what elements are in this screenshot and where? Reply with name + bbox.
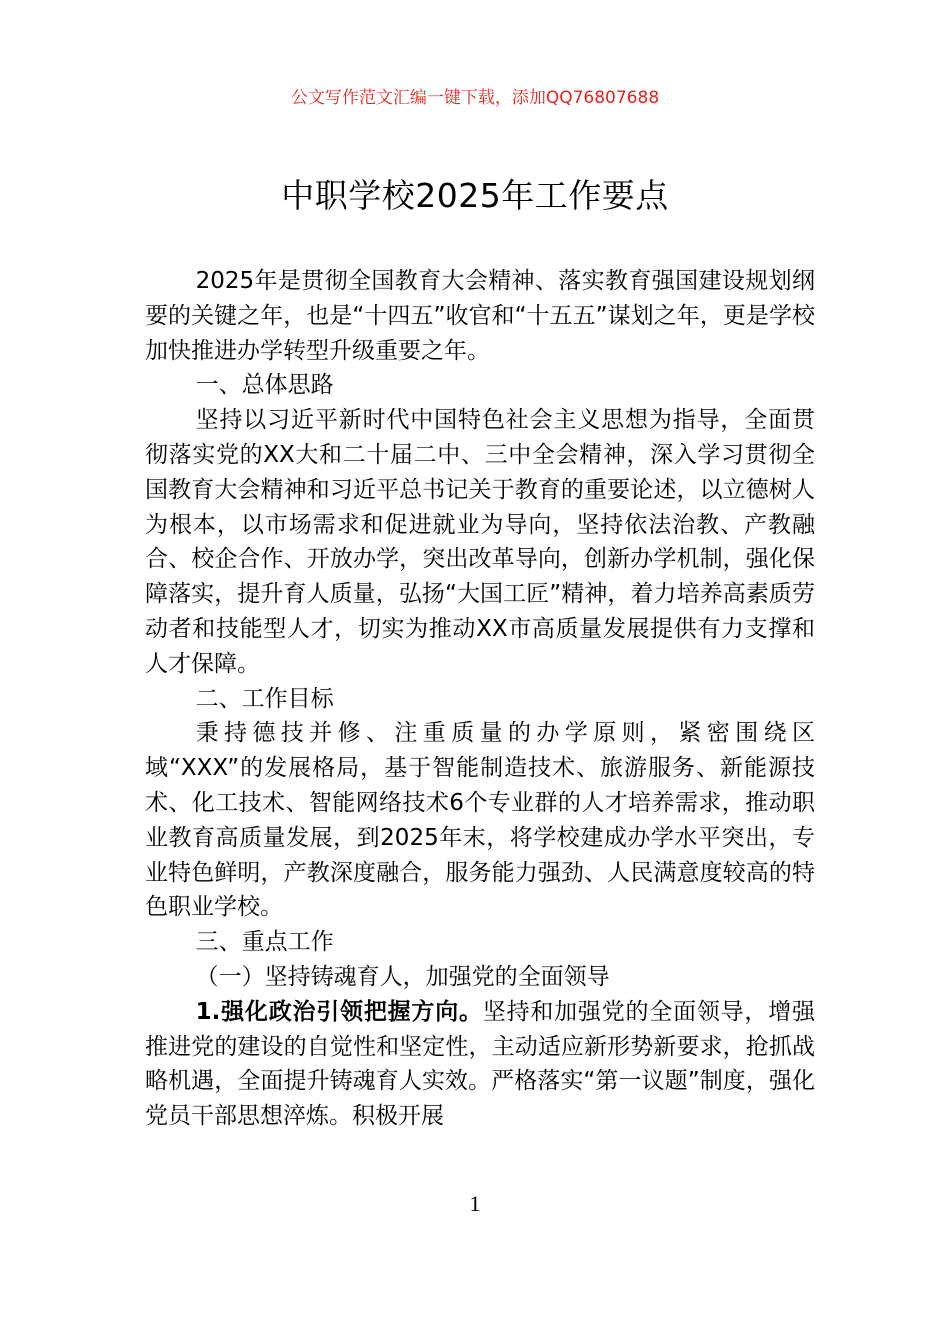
section-heading-key-work: 三、重点工作 xyxy=(195,929,334,956)
intro-paragraph: 2025年是贯彻全国教育大会精神、落实教育强国建设规划纲要的关键之年，也是“十四五”收官和“十五五”谋划之年，更是学校加快推进办学转型升级重要之年。 xyxy=(145,268,815,364)
subsection-heading-party-leadership: （一）坚持铸魂育人，加强党的全面领导 xyxy=(195,963,610,990)
page-number: 1 xyxy=(469,1191,481,1216)
work-goals-paragraph: 秉持德技并修、注重质量的办学原则，紧密围绕区域“XXX”的发展格局，基于智能制造技术、旅游服务、新能源技术、化工技术、智能网络技术6个专业群的人才培养需求，推动职业教育高质量发展，到2025年末，将学校建成办学水平突出，专业特色鲜明，产教深度融合，服务能力强劲、人民满意度较高的特色职业学校。 xyxy=(145,720,815,921)
section-heading-work-goals: 二、工作目标 xyxy=(195,685,334,712)
section-heading-overall-approach: 一、总体思路 xyxy=(195,372,334,399)
header-download-note: 公文写作范文汇编一键下载，添加QQ76807688 xyxy=(290,88,660,108)
item-1-lead: 1.强化政治引领把握方向。 xyxy=(195,998,483,1025)
item-1-paragraph xyxy=(145,995,815,1134)
document-body xyxy=(145,264,815,1134)
item-1-body: 坚持和加强党的全面领导，增强推进党的建设的自觉性和坚定性，主动适应新形势新要求，抢抓战略机遇，全面提升铸魂育人实效。严格落实“第一议题”制度，强化党员干部思想淬炼。积极开展 xyxy=(145,998,816,1130)
document-title: 中职学校2025年工作要点 xyxy=(281,176,669,215)
overall-approach-paragraph: 坚持以习近平新时代中国特色社会主义思想为指导，全面贯彻落实党的XX大和二十届二中、三中全会精神，深入学习贯彻全国教育大会精神和习近平总书记关于教育的重要论述，以立德树人为根本，以市场需求和促进就业为导向，坚持依法治教、产教融合、校企合作、开放办学，突出改革导向，创新办学机制，强化保障落实，提升育人质量，弘扬“大国工匠”精神，着力培养高素质劳动者和技能型人才，切实为推动XX市高质量发展提供有力支撑和人才保障。 xyxy=(145,407,815,677)
